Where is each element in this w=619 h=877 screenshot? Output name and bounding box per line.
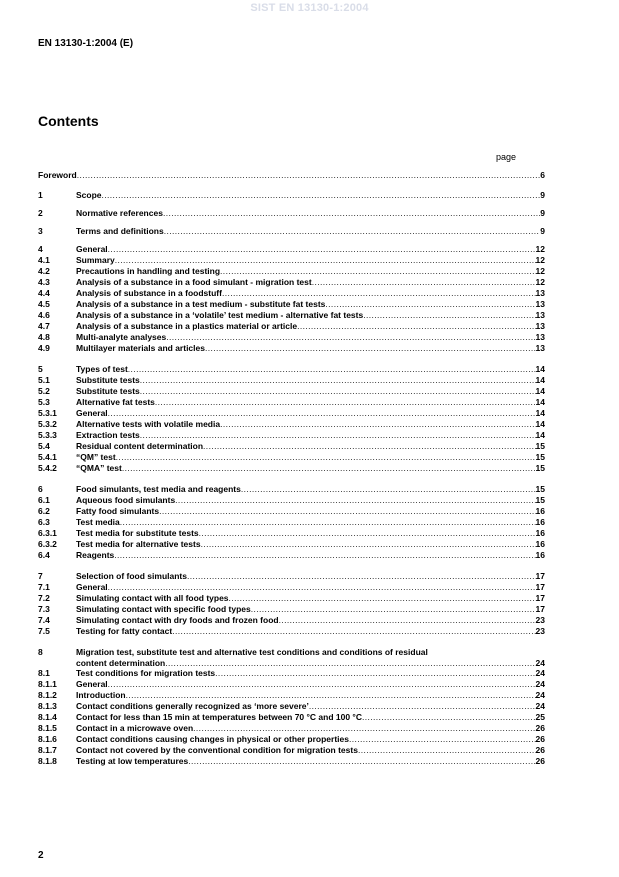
toc-entry-page: 16 [535, 528, 545, 538]
dot-leader [108, 244, 536, 254]
toc-entry-page: 15 [535, 441, 545, 451]
toc-entry-number: 6 [38, 484, 43, 494]
toc-entry[interactable] [38, 244, 545, 255]
toc-entry[interactable] [38, 419, 545, 430]
dot-leader [363, 310, 535, 320]
dot-leader [325, 299, 535, 309]
toc-entry-number: 8.1.6 [38, 734, 57, 744]
dot-leader [187, 571, 536, 581]
dot-leader [77, 170, 541, 180]
toc-entry-number: 8.1.3 [38, 701, 57, 711]
toc-entry-title: Alternative tests with volatile media [76, 419, 221, 429]
toc-entry-title: General [76, 408, 108, 418]
toc-entry-page: 9 [540, 190, 545, 200]
toc-entry-number: 4 [38, 244, 43, 254]
toc-entry-title: Contact in a microwave oven [76, 723, 194, 733]
toc-entry-title: Contact not covered by the conventional condition for migration tests [76, 745, 358, 755]
toc-entry-number: 4.5 [38, 299, 50, 309]
toc-entry-title: General [76, 244, 108, 254]
dot-leader [199, 528, 536, 538]
toc-entry[interactable] [38, 615, 545, 626]
page-number: 2 [38, 850, 44, 861]
toc-entry-title: Testing for fatty contact [76, 626, 173, 636]
toc-entry-page: 23 [535, 615, 545, 625]
dot-leader [205, 343, 536, 353]
toc-entry-page: 15 [535, 463, 545, 473]
toc-entry-page: 16 [535, 517, 545, 527]
toc-entry-page: 12 [535, 277, 545, 287]
toc-entry-title: Extraction tests [76, 430, 140, 440]
toc-entry-title: Reagents [76, 550, 115, 560]
toc-entry[interactable] [38, 517, 545, 528]
toc-entry[interactable] [38, 386, 545, 397]
toc-entry-page: 14 [535, 364, 545, 374]
toc-entry-number: 5.4.1 [38, 452, 57, 462]
toc-entry-number: 8.1.5 [38, 723, 57, 733]
toc-entry-title: Precautions in handling and testing [76, 266, 221, 276]
dot-leader [140, 386, 536, 396]
toc-entry-number: 6.3.2 [38, 539, 57, 549]
toc-entry-title: Residual content determination [76, 441, 204, 451]
toc-entry-number: 5.3.3 [38, 430, 57, 440]
toc-entry-number: 6.4 [38, 550, 50, 560]
dot-leader [155, 397, 536, 407]
toc-entry[interactable] [38, 452, 545, 463]
dot-leader [164, 226, 541, 236]
toc-entry-title: Selection of food simulants [76, 571, 187, 581]
dot-leader [358, 745, 536, 755]
toc-entry-number: 5.4.2 [38, 463, 57, 473]
toc-entry-page: 26 [535, 756, 545, 766]
toc-entry[interactable] [38, 539, 545, 550]
toc-entry[interactable] [38, 528, 545, 539]
toc-entry-title: Simulating contact with dry foods and frozen food [76, 615, 279, 625]
toc-entry-page: 15 [535, 495, 545, 505]
toc-entry-number: 4.7 [38, 321, 50, 331]
dot-leader [251, 604, 536, 614]
toc-entry-title: Multi-analyte analyses [76, 332, 167, 342]
toc-entry[interactable] [38, 495, 545, 506]
toc-entry-number: 4.4 [38, 288, 50, 298]
toc-entry[interactable] [38, 550, 545, 561]
dot-leader [241, 484, 536, 494]
toc-entry-page: 12 [535, 266, 545, 276]
toc-entry[interactable] [38, 321, 545, 332]
toc-entry-number: 8.1.2 [38, 690, 57, 700]
toc-entry[interactable] [38, 679, 545, 690]
toc-entry[interactable] [38, 593, 545, 604]
dot-leader [279, 615, 536, 625]
dot-leader [108, 408, 536, 418]
toc-entry-page: 13 [535, 332, 545, 342]
toc-entry-page: 13 [535, 310, 545, 320]
toc-entry-title: Analysis of a substance in a food simulant - migration test [76, 277, 312, 287]
toc-entry-title: General [76, 582, 108, 592]
toc-entry-number: 8.1.1 [38, 679, 57, 689]
toc-entry-number: 4.9 [38, 343, 50, 353]
toc-entry-page: 24 [535, 668, 545, 678]
dot-leader [115, 255, 536, 265]
dot-leader [102, 190, 541, 200]
toc-entry-title: “QMA” test [76, 463, 122, 473]
toc-entry-number: 5.1 [38, 375, 50, 385]
toc-entry-page: 13 [535, 288, 545, 298]
toc-entry-page: 13 [535, 299, 545, 309]
contents-heading: Contents [38, 113, 99, 129]
toc-entry-page: 14 [535, 375, 545, 385]
toc-entry-title: Simulating contact with all food types [76, 593, 229, 603]
toc-entry-page: 17 [535, 582, 545, 592]
dot-leader [229, 593, 536, 603]
toc-entry-page: 26 [535, 723, 545, 733]
toc-entry-number: 5.3 [38, 397, 50, 407]
toc-entry-title: Contact conditions causing changes in physical or other properties [76, 734, 349, 744]
toc-entry-number: 5.3.2 [38, 419, 57, 429]
toc-entry[interactable] [38, 723, 545, 734]
toc-entry[interactable] [38, 745, 545, 756]
toc-entry-title: Migration test, substitute test and alternative test conditions and conditions of residual [76, 647, 428, 657]
page-column-label: page [496, 152, 517, 162]
dot-leader [122, 463, 536, 473]
toc-entry-page: 17 [535, 593, 545, 603]
dot-leader [140, 375, 536, 385]
toc-entry-page: 15 [535, 452, 545, 462]
document-id: EN 13130-1:2004 (E) [38, 38, 134, 49]
toc-entry[interactable] [38, 506, 545, 517]
toc-entry-number: 4.8 [38, 332, 50, 342]
toc-entry-title: Test media for alternative tests [76, 539, 201, 549]
toc-entry-page: 24 [535, 658, 545, 668]
toc-entry-number: 5.4 [38, 441, 50, 451]
toc-entry-title: Contact conditions generally recognized as ‘more severe’ [76, 701, 309, 711]
toc-entry-title: Analysis of a substance in a plastics material or article [76, 321, 298, 331]
toc-entry-number: 4.3 [38, 277, 50, 287]
dot-leader [165, 658, 535, 668]
dot-leader [140, 430, 536, 440]
toc-entry-number: 7 [38, 571, 43, 581]
toc-entry-page: 9 [540, 226, 545, 236]
toc-entry[interactable] [38, 299, 545, 310]
toc-entry[interactable] [38, 582, 545, 593]
toc-entry-number: 8.1.7 [38, 745, 57, 755]
toc-entry[interactable] [38, 484, 545, 495]
toc-entry[interactable] [38, 277, 545, 288]
dot-leader [159, 506, 535, 516]
toc-entry-number: 7.4 [38, 615, 50, 625]
toc-entry-page: 17 [535, 604, 545, 614]
toc-entry-title: Analysis of a substance in a test medium - substitute fat tests [76, 299, 326, 309]
toc-entry-title-continued: content determination [76, 658, 166, 668]
toc-entry-page: 25 [535, 712, 545, 722]
dot-leader [220, 266, 535, 276]
toc-entry-page: 23 [535, 626, 545, 636]
toc-entry-title: Food simulants, test media and reagents [76, 484, 241, 494]
toc-entry-page: 26 [535, 745, 545, 755]
toc-entry[interactable] [38, 208, 545, 219]
toc-entry-title: Test media [76, 517, 120, 527]
toc-entry-title: Foreword [38, 170, 77, 180]
toc-entry-title: Testing at low temperatures [76, 756, 189, 766]
toc-entry-number: 6.2 [38, 506, 50, 516]
toc-entry-number: 5.2 [38, 386, 50, 396]
toc-entry[interactable] [38, 756, 545, 767]
toc-entry-title: Introduction [76, 690, 126, 700]
toc-entry-title: Contact for less than 15 min at temperatures between 70 °C and 100 °C [76, 712, 362, 722]
dot-leader [220, 419, 535, 429]
toc-entry-page: 24 [535, 679, 545, 689]
toc-entry-page: 16 [535, 506, 545, 516]
dot-leader [126, 690, 536, 700]
toc-entry-title: Fatty food simulants [76, 506, 160, 516]
toc-entry[interactable] [38, 734, 545, 745]
toc-entry[interactable] [38, 343, 545, 354]
toc-entry-page: 24 [535, 701, 545, 711]
dot-leader [297, 321, 535, 331]
toc-entry[interactable] [38, 397, 545, 408]
dot-leader [163, 208, 540, 218]
toc-entry-number: 7.5 [38, 626, 50, 636]
dot-leader [203, 441, 535, 451]
dot-leader [175, 495, 535, 505]
dot-leader [362, 712, 536, 722]
toc-entry-title: Terms and definitions [76, 226, 164, 236]
toc-entry[interactable] [38, 310, 545, 321]
toc-entry-title: Substitute tests [76, 375, 140, 385]
toc-entry-title: Scope [76, 190, 102, 200]
toc-entry-title: Analysis of substance in a foodstuff [76, 288, 222, 298]
dot-leader [116, 452, 536, 462]
toc-entry[interactable] [38, 690, 545, 701]
toc-entry-number: 5.3.1 [38, 408, 57, 418]
toc-entry-title: Aqueous food simulants [76, 495, 176, 505]
toc-entry-title: Simulating contact with specific food types [76, 604, 251, 614]
toc-entry-page: 16 [535, 539, 545, 549]
toc-entry-title: Analysis of a substance in a ‘volatile’ test medium - alternative fat tests [76, 310, 364, 320]
dot-leader [114, 550, 535, 560]
toc-entry-number: 8.1.4 [38, 712, 57, 722]
toc-entry-page: 13 [535, 343, 545, 353]
toc-entry[interactable] [38, 266, 545, 277]
toc-entry-title: “QM” test [76, 452, 116, 462]
toc-entry[interactable] [38, 364, 545, 375]
toc-entry-number: 3 [38, 226, 43, 236]
dot-leader [201, 539, 536, 549]
toc-entry-page: 16 [535, 550, 545, 560]
toc-entry-title: Test media for substitute tests [76, 528, 199, 538]
toc-entry[interactable] [38, 668, 545, 679]
toc-entry-number: 4.1 [38, 255, 50, 265]
dot-leader [215, 668, 535, 678]
toc-entry-page: 24 [535, 690, 545, 700]
toc-entry[interactable] [38, 226, 545, 237]
toc-entry-number: 1 [38, 190, 43, 200]
toc-entry[interactable] [38, 712, 545, 723]
toc-entry-number: 7.1 [38, 582, 50, 592]
toc-entry[interactable] [38, 647, 545, 669]
toc-entry-page: 14 [535, 419, 545, 429]
toc-entry[interactable] [38, 408, 545, 419]
dot-leader [193, 723, 535, 733]
dot-leader [166, 332, 535, 342]
watermark: SIST EN 13130-1:2004 [250, 2, 369, 14]
toc-entry-number: 2 [38, 208, 43, 218]
toc-entry[interactable] [38, 441, 545, 452]
toc-entry-page: 12 [535, 244, 545, 254]
toc-entry-title: General [76, 679, 108, 689]
toc-entry[interactable] [38, 288, 545, 299]
toc-entry-page: 9 [540, 208, 545, 218]
toc-entry-number: 6.1 [38, 495, 50, 505]
toc-entry[interactable] [38, 626, 545, 637]
dot-leader [108, 679, 536, 689]
toc-entry-page: 17 [535, 571, 545, 581]
toc-entry-title: Types of test [76, 364, 128, 374]
toc-entry-number: 6.3 [38, 517, 50, 527]
toc-entry-number: 5 [38, 364, 43, 374]
dot-leader [108, 582, 536, 592]
toc-entry-page: 6 [540, 170, 545, 180]
toc-entry-title: Summary [76, 255, 115, 265]
toc-entry-title: Alternative fat tests [76, 397, 155, 407]
toc-entry-number: 7.2 [38, 593, 50, 603]
toc-entry-number: 4.6 [38, 310, 50, 320]
toc-entry[interactable] [38, 604, 545, 615]
toc-entry-page: 14 [535, 386, 545, 396]
toc-entry-page: 12 [535, 255, 545, 265]
toc-entry-page: 15 [535, 484, 545, 494]
dot-leader [188, 756, 535, 766]
toc-entry-number: 8 [38, 647, 43, 657]
dot-leader [312, 277, 536, 287]
toc-entry-page: 14 [535, 430, 545, 440]
toc-entry-page: 14 [535, 408, 545, 418]
toc-entry[interactable] [38, 463, 545, 474]
dot-leader [349, 734, 536, 744]
toc-entry[interactable] [38, 430, 545, 441]
dot-leader [309, 701, 536, 711]
toc-entry-number: 8.1.8 [38, 756, 57, 766]
toc-entry[interactable] [38, 332, 545, 343]
toc-entry-title: Substitute tests [76, 386, 140, 396]
toc-entry[interactable] [38, 170, 545, 181]
toc-entry-title: Test conditions for migration tests [76, 668, 216, 678]
toc-entry-number: 6.3.1 [38, 528, 57, 538]
toc-entry-number: 7.3 [38, 604, 50, 614]
toc-entry[interactable] [38, 571, 545, 582]
toc-entry[interactable] [38, 701, 545, 712]
toc-entry[interactable] [38, 255, 545, 266]
toc-entry-page: 26 [535, 734, 545, 744]
toc-entry-title: Multilayer materials and articles [76, 343, 205, 353]
dot-leader [172, 626, 535, 636]
toc-entry[interactable] [38, 190, 545, 201]
dot-leader [120, 517, 536, 527]
toc-entry-number: 4.2 [38, 266, 50, 276]
toc-entry[interactable] [38, 375, 545, 386]
dot-leader [222, 288, 536, 298]
toc-entry-title: Normative references [76, 208, 163, 218]
toc-entry-page: 14 [535, 397, 545, 407]
toc-entry-page: 13 [535, 321, 545, 331]
dot-leader [128, 364, 536, 374]
toc-entry-number: 8.1 [38, 668, 50, 678]
